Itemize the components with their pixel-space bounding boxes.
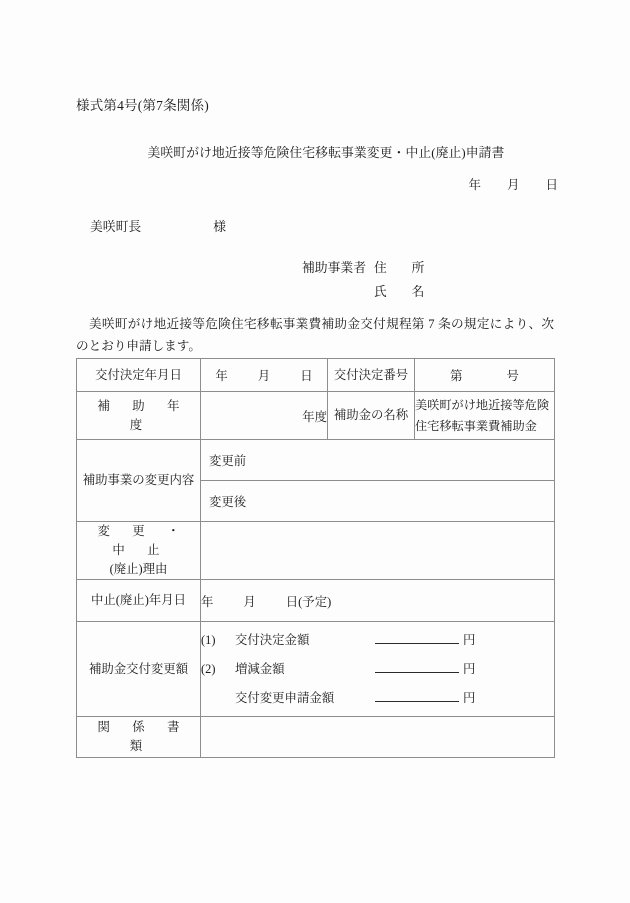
table-row-change-reason bbox=[77, 522, 555, 580]
amount-item-number: (2) bbox=[201, 661, 216, 676]
amount-item-unit: 円 bbox=[463, 661, 476, 676]
amount-item-row[interactable] bbox=[201, 626, 554, 655]
amount-change-label: 補助金交付変更額 bbox=[77, 622, 201, 717]
related-documents-label: 関 係 書 類 bbox=[77, 717, 201, 758]
addressee-honorific: 様 bbox=[213, 220, 226, 234]
subsidy-name-line2: 住宅移転事業費補助金 bbox=[415, 418, 537, 433]
subsidy-name-line1: 美咲町がけ地近接等危険 bbox=[415, 397, 550, 412]
applicant-address-row bbox=[302, 256, 430, 280]
amount-item-unit: 円 bbox=[463, 632, 476, 647]
table-row-related-documents bbox=[77, 717, 555, 758]
decision-number-prefix: 第 bbox=[450, 369, 463, 383]
submission-date-line bbox=[468, 175, 558, 193]
amount-item-row[interactable] bbox=[201, 655, 554, 684]
submission-date-day: 日 bbox=[545, 178, 558, 192]
change-reason-label-line2: (廃止)理由 bbox=[109, 562, 168, 576]
submission-date-year: 年 bbox=[468, 178, 481, 192]
change-content-subtable bbox=[201, 440, 554, 521]
subsidy-name-value bbox=[415, 392, 555, 440]
related-documents-value[interactable] bbox=[201, 717, 555, 758]
amount-item-row[interactable] bbox=[201, 684, 554, 713]
decision-date-year: 年 bbox=[215, 369, 228, 383]
application-table bbox=[76, 358, 555, 758]
fiscal-year-unit: 年度 bbox=[302, 409, 327, 424]
subsidy-name-label: 補助金の名称 bbox=[328, 392, 415, 440]
amount-item-unit: 円 bbox=[463, 690, 476, 705]
change-content-value-group bbox=[201, 440, 555, 522]
amount-item-label: 交付決定金額 bbox=[235, 632, 310, 647]
decision-date-value[interactable] bbox=[201, 359, 328, 392]
table-row-change-content bbox=[77, 440, 555, 522]
applicant-name-label: 氏 名 bbox=[374, 285, 431, 299]
applicant-block bbox=[302, 256, 430, 304]
body-paragraph: 美咲町がけ地近接等危険住宅移転事業費補助金交付規程第 7 条の規定により、次のとおり申請します。 bbox=[76, 317, 554, 353]
form-number: 様式第4号(第7条関係) bbox=[76, 98, 209, 113]
table-row-amount-change bbox=[77, 622, 555, 717]
decision-number-suffix: 号 bbox=[506, 369, 519, 383]
document-title: 美咲町がけ地近接等危険住宅移転事業変更・中止(廃止)申請書 bbox=[147, 146, 505, 160]
change-after-row bbox=[201, 481, 554, 522]
stop-date-month: 月 bbox=[243, 594, 256, 609]
stop-date-year: 年 bbox=[201, 594, 214, 609]
stop-date-label: 中止(廃止)年月日 bbox=[77, 580, 201, 622]
change-reason-value[interactable] bbox=[201, 522, 555, 580]
amount-change-values bbox=[201, 622, 555, 717]
addressee bbox=[90, 216, 226, 235]
decision-date-day: 日 bbox=[300, 369, 313, 383]
decision-number-value[interactable] bbox=[415, 359, 555, 392]
amount-item-input[interactable] bbox=[375, 629, 459, 644]
decision-number-label: 交付決定番号 bbox=[328, 359, 415, 392]
table-row-decision-date bbox=[77, 359, 555, 392]
amount-item-number: (1) bbox=[201, 632, 216, 647]
applicant-name-row bbox=[302, 280, 430, 304]
stop-date-day: 日(予定) bbox=[285, 594, 332, 609]
change-before-row bbox=[201, 440, 554, 481]
fiscal-year-label: 補 助 年 度 bbox=[77, 392, 201, 440]
stop-date-value[interactable] bbox=[201, 580, 555, 622]
change-after-label: 変更後 bbox=[209, 495, 247, 509]
table-row-stop-date bbox=[77, 580, 555, 622]
amount-item-input[interactable] bbox=[375, 658, 459, 673]
applicant-role-label: 補助事業者 bbox=[302, 261, 366, 275]
change-after-cell[interactable] bbox=[201, 481, 554, 522]
amount-item-label: 増減金額 bbox=[235, 661, 285, 676]
fiscal-year-value[interactable] bbox=[201, 392, 328, 440]
change-content-label: 補助事業の変更内容 bbox=[77, 440, 201, 522]
change-reason-label-line1: 変 更 ・ 中 止 bbox=[97, 524, 202, 557]
amount-item-label: 交付変更申請金額 bbox=[235, 690, 335, 705]
change-before-label: 変更前 bbox=[209, 454, 247, 468]
decision-date-label: 交付決定年月日 bbox=[77, 359, 201, 392]
amount-item-input[interactable] bbox=[375, 687, 459, 702]
table-row-fiscal-year bbox=[77, 392, 555, 440]
change-reason-label bbox=[77, 522, 201, 580]
change-before-cell[interactable] bbox=[201, 440, 554, 481]
applicant-address-label: 住 所 bbox=[374, 261, 431, 275]
submission-date-month: 月 bbox=[506, 178, 520, 192]
addressee-name: 美咲町長 bbox=[90, 220, 142, 234]
decision-date-month: 月 bbox=[257, 369, 271, 383]
